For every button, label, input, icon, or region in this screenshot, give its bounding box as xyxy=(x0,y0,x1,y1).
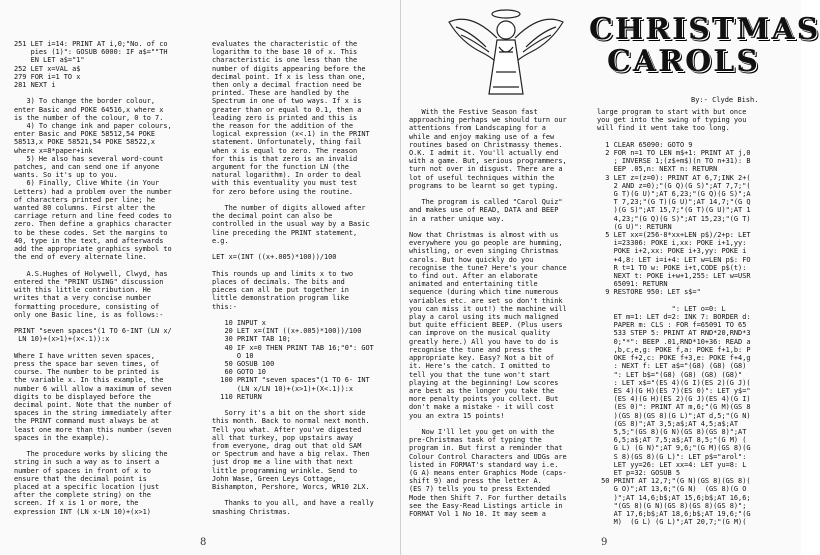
page-number-left: 8 xyxy=(200,537,207,548)
text-line: Thanks to you all, and have a really xyxy=(212,499,374,508)
text-line: with this little contribution. He xyxy=(14,286,151,295)
text-line: With the Festive Season fast xyxy=(409,108,538,116)
text-line: when x is equal to zero. The reason xyxy=(212,146,358,155)
text-line: ": LET b$="(G8) (G8) (G8) (G8)" xyxy=(597,370,743,379)
text-line: 5) He also has several word-count xyxy=(14,154,164,163)
text-line: least one more than this number (seven xyxy=(14,425,172,434)
text-line: printed. These are handled by the xyxy=(212,89,349,98)
text-line xyxy=(597,133,797,141)
text-line: AT 17,6;b$;AT 18,6;b$;AT 19,6;"(G xyxy=(597,509,751,518)
text-line: digits to be displayed before the xyxy=(14,392,151,401)
text-line: then only a decimal fraction need be xyxy=(212,81,362,90)
text-line: variables etc. are set so don't think xyxy=(409,296,563,305)
text-line: S 8)(GS 8)(G L)": LET p$="arol": xyxy=(597,452,747,461)
text-line: 20 LET x=(INT ((x+.005)*100))/100 xyxy=(212,327,362,336)
text-line: shift 9) and press the letter A. xyxy=(409,477,542,486)
text-line: see the Easy-Read Listings article in xyxy=(409,501,563,510)
right-column-1 xyxy=(409,108,601,528)
text-line: animated and entertaining title xyxy=(409,280,538,289)
text-line: ": LET o=0: L xyxy=(597,304,726,313)
text-line: are best as the longer you take the xyxy=(409,386,555,395)
text-line: wanted 80 columns. First alter the xyxy=(14,204,156,213)
text-line: 5 LET xx=(256-8*xx+LEN p$)/2+p: LET xyxy=(597,231,751,240)
text-line: whistling, or even singing Christmas xyxy=(409,247,559,256)
text-line: the reason for the addition of the xyxy=(212,122,354,131)
text-line: natural logarithm). In order to deal xyxy=(212,171,362,180)
text-line: writes that a very concise number xyxy=(14,294,151,303)
text-line: 10 INPUT x xyxy=(212,318,266,327)
text-line: just drop me a line with that next xyxy=(212,458,354,467)
text-line: string in such a way as to insert a xyxy=(14,458,160,467)
text-line: little programming wrinkle. Send to xyxy=(212,466,358,475)
text-line: expression INT (LN x-LN 10)+(x>1) xyxy=(14,507,151,516)
page-number-right: 9 xyxy=(601,537,608,548)
text-line: 2 FOR n=1 TO LEN m$+1: PRINT AT j,0 xyxy=(597,149,751,158)
text-line: ensure that the decimal point is xyxy=(14,474,147,483)
text-line: programs to be learnt so get typing. xyxy=(409,181,559,190)
text-line: play a carol using its much maligned xyxy=(409,313,559,322)
text-line: places of decimals. The bits and xyxy=(212,277,345,286)
text-line: sequence (during which time numerous xyxy=(409,288,559,297)
text-line xyxy=(409,420,601,428)
text-line: don't make a mistake - it will cost xyxy=(409,403,555,412)
text-line: the PRINT command must always be at xyxy=(14,417,160,426)
text-line: i=23306: POKE i,xx: POKE i+1,yy: xyxy=(597,239,747,248)
text-line: course. The number to be printed is xyxy=(14,368,160,377)
text-line: LET x=(INT ((x+.005)*100))/100 xyxy=(212,253,337,262)
right-page xyxy=(400,0,820,555)
text-line: Letters) had a problem over the number xyxy=(14,187,172,196)
text-line: this month. Back to normal next month. xyxy=(212,417,370,426)
text-line xyxy=(14,442,212,450)
text-line: G L) (G N)";AT 9,6;"(G M)(GS 8)(G xyxy=(597,444,751,453)
text-line: (GS 8)";AT 3,5;a$;AT 4,5;a$;AT xyxy=(597,419,739,428)
text-line: evaluates the characteristic of the xyxy=(212,40,358,48)
left-column-2 xyxy=(212,40,400,516)
text-line: )(GS 8)(GS 8)(G L)";AT d,5;"(G N) xyxy=(597,411,751,420)
text-line: or Spectrum and have a big relax. Then xyxy=(212,450,370,459)
text-line: O.K. I admit it. You'll actually end xyxy=(409,149,559,158)
text-line xyxy=(14,319,212,327)
text-line: number 6 will allow a maximum of seven xyxy=(14,384,172,393)
text-line: 4,23;"(G Q)(G S)";AT 15,23;"(G T) xyxy=(597,214,751,223)
text-line: PRINT "seven spaces"(1 TO 6-INT (LN x/ xyxy=(14,327,172,336)
text-line: only one Basic line, is as follows:- xyxy=(14,310,164,319)
text-line: e.g. xyxy=(212,236,229,245)
text-line: will find it went take too long. xyxy=(597,124,730,133)
text-line: formatting procedure, consisting of xyxy=(14,302,160,311)
text-line: is the number of the colour, 0 to 7. xyxy=(14,113,164,122)
text-line: 40 IF x=0 THEN PRINT TAB 16;"0": GOT xyxy=(212,343,374,352)
text-line: O 10 xyxy=(212,351,254,360)
text-line: EN LET a$="1" xyxy=(14,56,85,65)
text-line: the variable x. In this example, the xyxy=(14,376,164,385)
text-line: lot of useful techniques within the xyxy=(409,173,555,182)
text-line: you get into the swing of typing you xyxy=(597,116,747,125)
text-line: (ES 0)": PRINT AT m,6;"(G M)(GS 8 xyxy=(597,403,751,412)
text-line: (G A) means enter Graphics Mode (caps- xyxy=(409,468,567,477)
text-line: OKE f+2,c: POKE f+3,e: POKE f+4,g xyxy=(597,354,751,363)
text-line: "(GS 8)(G N)(GS 8)(GS 8)(GS 8)"; xyxy=(597,501,747,510)
text-line: carols. But how quickly do you xyxy=(409,255,534,264)
title-block xyxy=(571,8,820,98)
text-line: the decimal point can also be xyxy=(212,212,333,221)
text-line: 30 PRINT TAB 10; xyxy=(212,335,291,344)
text-line: the end of every alternate line. xyxy=(14,253,147,262)
text-line: Colour Control Characters and UDGs are xyxy=(409,452,567,461)
text-line xyxy=(212,491,400,499)
text-line: 50 GOSUB 100 xyxy=(212,359,275,368)
left-column-1 xyxy=(14,40,212,516)
text-line: decimal point. Note that the number of xyxy=(14,400,172,409)
text-line: ET m=1: LET d=2: INK 7: BORDER d: xyxy=(597,313,751,322)
text-line: turn not over in disgust. There are a xyxy=(409,165,563,174)
text-line: program in. But first a reminder that xyxy=(409,444,563,453)
text-line: pies (1)": GOSUB 6000: IF a$=""TH xyxy=(14,48,168,57)
text-line: zero. Then define a graphics character xyxy=(14,220,172,229)
text-line: Tell you what. After you've digested xyxy=(212,425,362,434)
text-line: 3) To change the border colour, xyxy=(14,97,156,106)
text-line: pre-Christmas task of typing the xyxy=(409,436,542,445)
text-line: greater than or equal to 0.1, then a xyxy=(212,105,362,114)
text-line: number of spaces in front of x to xyxy=(14,466,151,475)
text-line: 533 STEP 5: PRINT AT RND*20,RND*3 xyxy=(597,329,751,338)
text-line: for zero before using the routine. xyxy=(212,187,354,196)
text-line: little demonstration program like xyxy=(212,294,349,303)
text-line: controlled in the usual way by a Basic xyxy=(212,220,370,229)
text-line: leading zero is printed and this is xyxy=(212,113,358,122)
text-line: decimal point. If x is less than one, xyxy=(212,72,366,81)
text-line: : NEXT f: LET a$="(G8) (G8) (G8) xyxy=(597,362,747,371)
text-line xyxy=(212,245,400,253)
text-line: 50 PRINT AT 12,7;"(G N)(GS 8)(GS 8)( xyxy=(597,477,751,486)
text-line: John Wase, Green Leys Cottage, xyxy=(212,474,337,483)
text-line: 100 PRINT "seven spaces"(1 TO 6- INT xyxy=(212,376,370,385)
text-line: G T)(G U)";AT 6,23;"(G Q)(G S)";A xyxy=(597,190,751,199)
text-line: while and enjoy making use of a few xyxy=(409,132,555,141)
text-line xyxy=(409,190,601,198)
text-line: to find out. After an elaborate xyxy=(409,272,538,281)
text-line: with this eventuality you must test xyxy=(212,179,358,188)
text-line: Where I have written seven spaces, xyxy=(14,351,156,360)
title-line-2: CAROLS xyxy=(607,44,760,79)
text-line: routines based on Christmassy themes. xyxy=(409,140,563,149)
text-line: and makes use of READ, DATA and BEEP xyxy=(409,206,559,215)
angel-illustration xyxy=(441,2,571,102)
text-line: greatly here.) All you have to do is xyxy=(409,337,559,346)
text-line xyxy=(212,311,400,319)
text-line xyxy=(212,196,400,204)
text-line: spaces in the string immediately after xyxy=(14,409,172,418)
text-line: enter Basic and POKE 58512,54 POKE xyxy=(14,130,156,139)
text-line: argument for the function LN (the xyxy=(212,163,349,172)
text-line: ; INVERSE 1;(z$+m$)(n TO n+31): B xyxy=(597,157,751,166)
text-line: G O)";AT 13,6;"(G N) (GS 8)(G O xyxy=(597,485,747,494)
text-line: ES 4)(G H)(ES 7)(ES 0)": LET y$=" xyxy=(597,386,751,395)
text-line: Now that Christmas is almost with us xyxy=(409,231,559,240)
text-line: 65091: RETURN xyxy=(597,280,668,289)
text-line: Bishampton, Pershore, Worcs, WR10 2LX. xyxy=(212,482,370,491)
text-line: you can miss it out!) the machine will xyxy=(409,304,567,313)
text-line: 9 RESTORE 950: LET s$=" xyxy=(597,288,701,297)
text-line: 251 LET i=14: PRINT AT i,0;"No. of co xyxy=(14,40,168,48)
text-line: 3 LET z=(z=0): PRINT AT 6,7;INK 2+( xyxy=(597,173,751,182)
text-line: listed in FORMAT's standard way i.e. xyxy=(409,460,559,469)
text-line xyxy=(14,344,212,352)
text-line: Sorry it's a bit on the short side xyxy=(212,409,366,418)
text-line: press the space bar seven times, of xyxy=(14,359,160,368)
text-line: PAPER m: CLS : FOR f=65091 TO 65 xyxy=(597,321,747,330)
text-line: M) (G L) (G L)";AT 20,7;"(G M)( xyxy=(597,518,747,527)
text-line: (ES 7) tells you to press Extended xyxy=(409,485,551,494)
text-line: NEXT t: POKE i+w+1,255: LET w=USR xyxy=(597,272,751,281)
text-line: playing at the beginning! Low scores xyxy=(409,378,559,387)
text-line: line preceding the PRINT statement, xyxy=(212,228,358,237)
text-line: smashing Christmas. xyxy=(212,507,291,516)
text-line: 279 FOR i=1 TO x xyxy=(14,72,81,81)
text-line: 6) Finally, Clive White (in Your xyxy=(14,179,160,188)
text-line: ET p=32: GOSUB 5 xyxy=(597,468,680,477)
text-line: where x=8*paper+ink xyxy=(14,146,93,155)
text-line: of characters printed per line; he xyxy=(14,195,156,204)
text-line: The number of digits allowed after xyxy=(212,204,366,213)
byline: By:- Clyde Bish. xyxy=(691,96,759,104)
text-line: Spectrum in one of two ways. If x is xyxy=(212,97,362,106)
text-line: characteristic is one less than the xyxy=(212,56,358,65)
text-line: attentions from Landscaping for a xyxy=(409,124,546,133)
text-line: 60 GOTO 10 xyxy=(212,368,266,377)
text-line: This rounds up and limits x to two xyxy=(212,269,354,278)
text-line: (G U)": RETURN xyxy=(597,222,672,231)
title-line-1: CHRISTMAS xyxy=(589,12,820,47)
text-line: )";AT 14,6;b$;AT 15,6;b$;AT 16,6; xyxy=(597,493,751,502)
text-line: 4) To change ink and paper colours, xyxy=(14,122,172,131)
text-line: The program is called "Carol Quiz" xyxy=(409,198,563,207)
text-line xyxy=(14,89,212,97)
text-line: statement. Unfortunately, thing fail xyxy=(212,138,362,147)
text-line: ,b,c,e,g: POKE f,a: POKE f+1,b: P xyxy=(597,345,751,354)
text-line: The procedure works by slicing the xyxy=(14,450,168,459)
text-line: approaching perhaps we should turn our xyxy=(409,116,567,125)
text-line: logical expression (x<.1) in the PRINT xyxy=(212,130,370,139)
text-line: 40, type in the text, and afterwards xyxy=(14,236,164,245)
text-line: appropriate key. Easy? Not a bit of xyxy=(409,354,555,363)
text-line: recognise the tune and press the xyxy=(409,345,542,354)
text-line xyxy=(212,261,400,269)
text-line: it. Here's the catch. I omitted to xyxy=(409,362,551,371)
text-line xyxy=(597,297,797,305)
text-line: in a rather unique way. xyxy=(409,214,505,223)
text-line: enter Basic and POKE 64516,x where x xyxy=(14,105,164,114)
text-line: (ES 4)(G H)(ES 2)(G J)(ES 4)(G I) xyxy=(597,395,751,404)
text-line: can improve on the musical quality xyxy=(409,329,551,338)
text-line: 5,5;"(GS 8)(G N)(GS 8)(GS 8)";AT xyxy=(597,427,747,436)
text-line: add the appropriate graphics symbol to xyxy=(14,245,172,254)
text-line: : LET x$="(ES 4)(G I)(ES 2)(G J)( xyxy=(597,378,751,387)
text-line: )(G S)";AT 15,7;"(G T)(G U)";AT 1 xyxy=(597,206,751,215)
text-line: 2 AND z=0);"(G Q)(G S)";AT 7,7;"( xyxy=(597,181,751,190)
text-line: after the complete string) on the xyxy=(14,491,151,500)
text-line: entered the "PRINT USING" discussion xyxy=(14,277,164,286)
text-line: more penalty points you collect. But xyxy=(409,395,559,404)
left-page xyxy=(0,0,400,555)
text-line: screen. If x is 1 or more, the xyxy=(14,499,139,508)
text-line: large program to start with but once xyxy=(597,108,747,116)
text-line: recognise the tune? Here's your chance xyxy=(409,263,567,272)
text-line: 281 NEXT i xyxy=(14,81,56,90)
text-line: FORMAT Vol 1 No 10. It may seem a xyxy=(409,509,546,518)
text-line: (LN x/LN 10)+(x>1)+(X<.1)):x xyxy=(212,384,354,393)
text-line: for this is that zero is an invalid xyxy=(212,154,358,163)
text-line: POKE i+2,xx: POKE i+3,yy: POKE i xyxy=(597,247,747,256)
text-line: with a game. But, serious programmers, xyxy=(409,157,567,166)
text-line: 6,5;a$;AT 7,5;a$;AT 8,5;"(G M) ( xyxy=(597,436,747,445)
text-line: Now I'll let you get on with the xyxy=(409,427,555,436)
text-line: R t=1 TO w: POKE i+t,CODE p$(t): xyxy=(597,263,747,272)
text-line: 110 RETURN xyxy=(212,392,262,401)
text-line: from everyone, drag out that old SAM xyxy=(212,441,362,450)
text-line: carriage return and line feed codes to xyxy=(14,212,172,221)
text-line: to be these codes. Set the margins to xyxy=(14,228,168,237)
text-line: A.S.Hughes of Holywell, Clwyd, has xyxy=(14,269,168,278)
text-line: all that turkey, pop upstairs away xyxy=(212,433,354,442)
text-line: 58513,x POKE 58521,54 POKE 58522,x xyxy=(14,138,156,147)
text-line: Mode then Shift 7. For further details xyxy=(409,493,567,502)
text-line: pieces can all be put together in xyxy=(212,286,349,295)
text-line: +4,8: LET i=i+4: LET w=LEN p$: FO xyxy=(597,255,751,264)
text-line: spaces in the example). xyxy=(14,433,110,442)
text-line: wants. So it's up to you. xyxy=(14,171,118,180)
text-line xyxy=(14,261,212,269)
text-line: LN 10)+(x>1)+(x<.1)):x xyxy=(14,335,110,344)
text-line xyxy=(409,223,601,231)
text-line: everywhere you go people are humming, xyxy=(409,239,563,248)
text-line: this:- xyxy=(212,302,237,311)
text-line: tell you that the tune won't start xyxy=(409,370,551,379)
text-line: EEP .05,n: NEXT n: RETURN xyxy=(597,165,718,174)
text-line: 0;"*": BEEP .01,RND*10+36: READ a xyxy=(597,337,751,346)
text-line: LET yy=26: LET xx=4: LET yu=8: L xyxy=(597,460,747,469)
text-line: number of digits appearing before the xyxy=(212,64,366,73)
text-line: T 7,23;"(G T)(G U)";AT 14,7;"(G Q xyxy=(597,198,751,207)
text-line: but quite efficient BEEP. (Plus users xyxy=(409,321,563,330)
text-line: you an extra 15 points! xyxy=(409,411,505,420)
text-line: 1 CLEAR 65090: GOTO 9 xyxy=(597,140,693,149)
text-line xyxy=(212,401,400,409)
text-line: patches, and can send one if anyone xyxy=(14,163,160,172)
text-line: logarithm to the base 10 of x. This xyxy=(212,48,358,57)
right-column-2 xyxy=(597,108,797,528)
text-line: placed at a specific location (just xyxy=(14,482,160,491)
text-line: 252 LET x=VAL a$ xyxy=(14,64,81,73)
